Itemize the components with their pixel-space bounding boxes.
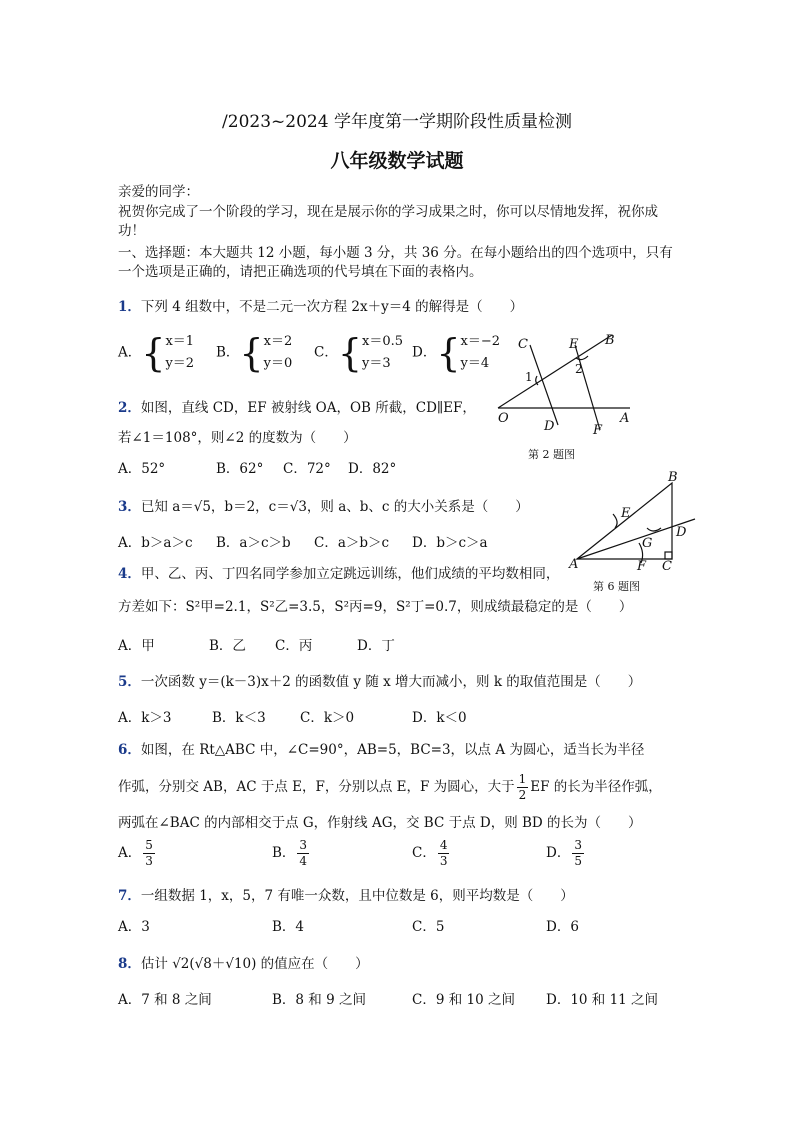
label-g: G bbox=[642, 536, 653, 551]
q1-option-a: A．{x＝1 y＝2 bbox=[118, 331, 195, 375]
question-3: 3．已知 a＝√5，b＝2，c＝√3，则 a、b、c 的大小关系是（ ） bbox=[118, 499, 529, 515]
q6-option-c: C． $\frac{4}{3}$ bbox=[412, 838, 448, 868]
q5-option-d: D．k＜0 bbox=[412, 710, 467, 726]
q8-option-a: A．7 和 8 之间 bbox=[118, 992, 212, 1008]
label-b: B bbox=[605, 333, 615, 348]
question-4: 4．甲、乙、丙、丁四名同学参加立定跳远训练，他们成绩的平均数相同， bbox=[118, 566, 560, 582]
section-heading: 一、选择题：本大题共 12 小题，每小题 3 分，共 36 分。在每小题给出的四个选项中，只有一个选项是正确的，请把正确选项的代号填在下面的表格内。 bbox=[118, 245, 673, 280]
q2-option-d: D．82° bbox=[348, 461, 397, 477]
q7-option-d: D．6 bbox=[546, 919, 579, 935]
label-a: A bbox=[620, 411, 630, 426]
q8-option-c: C．9 和 10 之间 bbox=[412, 992, 515, 1008]
question-5: 5．一次函数 y＝(k－3)x＋2 的函数值 y 随 x 增大而减小，则 k 的取值范围是（ ） bbox=[118, 674, 642, 690]
label-a: A bbox=[569, 557, 579, 572]
label-c: C bbox=[518, 337, 528, 352]
right-angle-mark bbox=[665, 552, 672, 559]
question-2: 2．如图，直线 CD，EF 被射线 OA，OB 所截，CD∥EF， bbox=[118, 400, 476, 416]
q2-option-b: B．62° bbox=[216, 461, 264, 477]
question-1 bbox=[118, 295, 523, 315]
label-angle-2: 2 bbox=[575, 362, 583, 376]
q2-option-c: C．72° bbox=[283, 461, 331, 477]
label-c: C bbox=[662, 559, 672, 574]
label-d: D bbox=[544, 419, 555, 434]
label-e: E bbox=[621, 506, 631, 521]
line-ef bbox=[575, 345, 600, 430]
question-8: 8．估计 √2(√8＋√10) 的值应在（ ） bbox=[118, 956, 369, 972]
q2-option-a: A．52° bbox=[118, 461, 166, 477]
q8-option-b: B．8 和 9 之间 bbox=[272, 992, 366, 1008]
q7-option-a: A．3 bbox=[118, 919, 150, 935]
label-b: B bbox=[668, 470, 678, 485]
label-o: O bbox=[498, 411, 509, 426]
arc-e bbox=[613, 514, 617, 528]
fraction-half: $\frac{1}{2}$ bbox=[518, 772, 527, 802]
q1-option-c: C．{x＝0.5 y＝3 bbox=[314, 331, 404, 375]
label-angle-1: 1 bbox=[525, 370, 533, 384]
exam-subtitle: 八年级数学试题 bbox=[330, 150, 464, 172]
q3-option-b: B．a＞c＞b bbox=[216, 535, 291, 551]
q4-option-c: C．丙 bbox=[275, 638, 313, 654]
q5-option-a: A．k＞3 bbox=[118, 710, 172, 726]
label-f: F bbox=[593, 423, 603, 438]
q3-option-c: C．a＞b＞c bbox=[314, 535, 390, 551]
exam-title: /2023~2024 学年度第一学期阶段性质量检测 bbox=[222, 112, 572, 132]
q6-option-a: A． $\frac{5}{3}$ bbox=[118, 838, 153, 868]
question-4-line2: 方差如下：S²甲=2.1，S²乙=3.5，S²丙=9，S²丁=0.7，则成绩最稳定的是（ ） bbox=[118, 599, 633, 615]
q4-option-a: A．甲 bbox=[118, 638, 155, 654]
q5-option-b: B．k＜3 bbox=[212, 710, 266, 726]
question-text: 下列 4 组数中，不是二元一次方程 2x＋y＝4 的解得是（ ） bbox=[140, 299, 524, 315]
question-6-line3: 两弧在∠BAC 的内部相交于点 G，作射线 AG，交 BC 于点 D，则 BD 的长为（ ） bbox=[118, 815, 642, 831]
q8-option-d: D．10 和 11 之间 bbox=[546, 992, 659, 1008]
label-e: E bbox=[569, 337, 579, 352]
q3-option-d: D．b＞c＞a bbox=[412, 535, 488, 551]
question-2-line2: 若∠1＝108°，则∠2 的度数为（ ） bbox=[118, 430, 357, 446]
question-6: 6．如图，在 Rt△ABC 中，∠C=90°，AB=5，BC=3，以点 A 为圆心，适当长为半径 bbox=[118, 742, 645, 758]
q1-option-d: D．{x＝−2 y＝4 bbox=[412, 331, 501, 375]
intro-body: 祝贺你完成了一个阶段的学习，现在是展示你的学习成果之时，你可以尽情地发挥，祝你成功！ bbox=[118, 204, 658, 239]
question-6-line2: 作弧，分别交 AB，AC 于点 E，F，分别以点 E，F 为圆心，大于 $\frac{1}{2}$ EF 的长为半径作弧， bbox=[118, 772, 662, 802]
label-d: D bbox=[676, 525, 687, 540]
figure-caption: 第 6 题图 bbox=[593, 580, 640, 592]
q3-option-a: A．b＞a＞c bbox=[118, 535, 193, 551]
label-f: F bbox=[637, 559, 647, 574]
greeting: 亲爱的同学： bbox=[118, 184, 199, 200]
q6-option-d: D． $\frac{3}{5}$ bbox=[546, 838, 582, 868]
figure-caption: 第 2 题图 bbox=[528, 448, 575, 460]
ray-ob bbox=[498, 335, 612, 408]
q1-option-b: B．{x＝2 y＝0 bbox=[216, 331, 293, 375]
figure-q2 bbox=[490, 330, 640, 460]
q7-option-b: B．4 bbox=[272, 919, 305, 935]
q5-option-c: C．k＞0 bbox=[300, 710, 355, 726]
q4-option-b: B．乙 bbox=[209, 638, 246, 654]
arc-g bbox=[647, 528, 661, 531]
q4-option-d: D．丁 bbox=[357, 638, 395, 654]
q7-option-c: C．5 bbox=[412, 919, 445, 935]
triangle-abc bbox=[577, 483, 672, 559]
q6-option-b: B． $\frac{3}{4}$ bbox=[272, 838, 308, 868]
question-7: 7．一组数据 1，x，5，7 有唯一众数，且中位数是 6，则平均数是（ ） bbox=[118, 888, 574, 904]
figure-q6 bbox=[565, 470, 700, 592]
question-number: 1． bbox=[118, 299, 141, 315]
